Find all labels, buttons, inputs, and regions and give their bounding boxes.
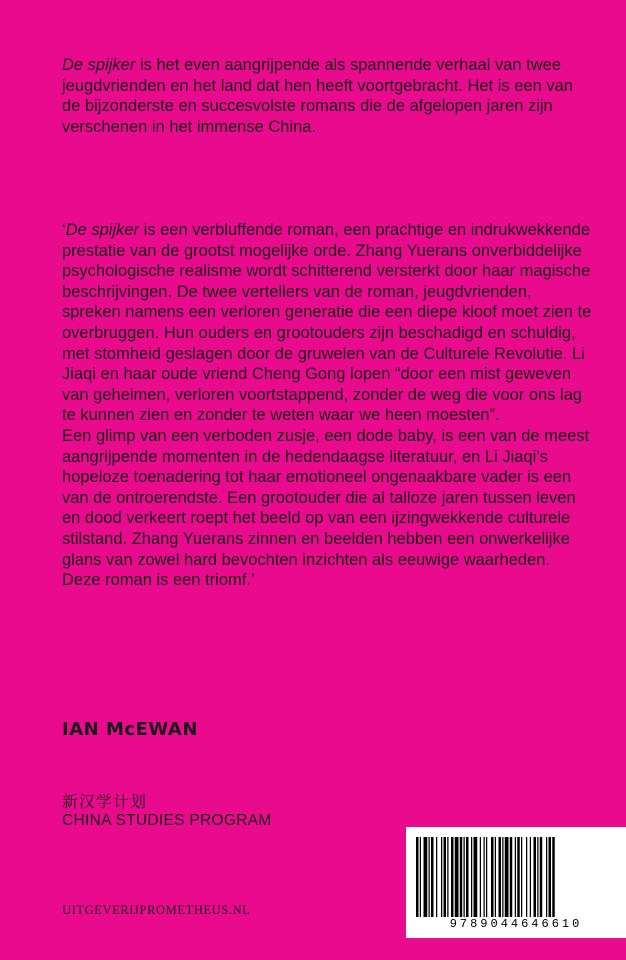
barcode-bar — [526, 837, 527, 917]
barcode-bar — [549, 837, 552, 917]
barcode-bar — [466, 837, 469, 917]
barcode-bar — [517, 837, 520, 917]
barcode-bar — [495, 837, 496, 917]
blurb-book-title: De spijker — [62, 56, 136, 74]
barcode-bar — [486, 837, 487, 917]
barcode-bar — [455, 837, 459, 917]
isbn-barcode — [406, 827, 626, 938]
barcode-bars — [416, 837, 616, 917]
barcode-bar — [429, 837, 430, 917]
barcode-bar — [499, 837, 502, 917]
barcode-bar — [474, 837, 478, 917]
barcode-bar — [460, 837, 463, 917]
series-name-chinese: 新汉学计划 — [62, 794, 148, 811]
barcode-bar — [537, 837, 538, 917]
barcode-bar — [464, 837, 465, 917]
book-blurb — [62, 55, 582, 137]
barcode-bar — [484, 837, 485, 917]
barcode-bar — [521, 837, 522, 917]
barcode-bar — [510, 837, 513, 917]
barcode-bar — [444, 837, 447, 917]
quote-paragraph-2: Een glimp van een verboden zusje, een dode baby, is een van de meest aangrijpende momenten in de hedendaagse literatuur, en Li Jiaqi’s hopeloze toenadering tot haar emotioneel ongenaakbare vader is een van de ontroerendste. Een grootouder die al talloze jaren tussen leven en dood verkeert roept het beeld op van een ijzingwekkende culturele stilstand. Zhang Yuerans zinnen en beelden hebben een onwerkelijke glans van zowel hard bevochten inzichten als eeuwige waarheden. Deze roman is een triomf.’ — [62, 426, 590, 590]
blurb-text: is het even aangrijpende als spannende verhaal van twee jeugdvrienden en het land dat hen heeft voortgebracht. Het is een van de bijzonderste en succesvolste romans die de afgelopen jaren zijn verschenen in het immense China. — [62, 56, 573, 136]
barcode-bar — [530, 837, 531, 917]
barcode-bar — [540, 837, 543, 917]
barcode-bar — [515, 837, 516, 917]
barcode-bar — [505, 837, 509, 917]
barcode-bar — [441, 837, 442, 917]
barcode-bar — [447, 837, 448, 917]
isbn-number: 9789044646610 — [449, 917, 583, 931]
quote-text-1: is een verbluffende roman, een prachtige en indrukwekkende prestatie van de grootst mogelijke orde. Zhang Yuerans onverbiddelijke psychologische realisme wordt schitterend versterkt door haar magische beschrijvingen. De twee vertellers van de roman, jeugdvrienden, spreken namens een verloren generatie die een diepe kloof moet zien te overbruggen. Hun ouders en grootouders zijn beschadigd en schuldig, met stomheid geslagen door de gruwelen van de Culturele Revolutie. Li Jiaqi en haar oude vriend Cheng Gong lopen “door een mist geweven van geheimen, verloren voortstappend, zonder de weg die voor ons lag te kunnen zien en zonder te weten waar we heen moesten”. — [62, 221, 592, 425]
barcode-bar — [491, 837, 494, 917]
barcode-bar — [502, 837, 503, 917]
series-name-english: CHINA STUDIES PROGRAM — [62, 812, 272, 829]
barcode-bar — [416, 837, 419, 917]
quote-author: IAN McEWAN — [62, 719, 198, 740]
quote-book-title: De spijker — [65, 221, 140, 239]
barcode-bar — [436, 837, 437, 917]
quote-open-mark: ‘ — [62, 221, 66, 239]
barcode-bar — [471, 837, 472, 917]
barcode-bar — [451, 837, 454, 917]
review-quote — [62, 220, 592, 591]
barcode-bar — [480, 837, 481, 917]
barcode-bar — [431, 837, 434, 917]
quote-paragraph-1 — [62, 220, 592, 426]
barcode-bar — [424, 837, 428, 917]
barcode-bar — [552, 837, 555, 917]
barcode-bar — [420, 837, 421, 917]
barcode-bar — [534, 837, 537, 917]
publisher-website: UITGEVERIJPROMETHEUS.NL — [62, 903, 251, 917]
barcode-bar — [546, 837, 547, 917]
